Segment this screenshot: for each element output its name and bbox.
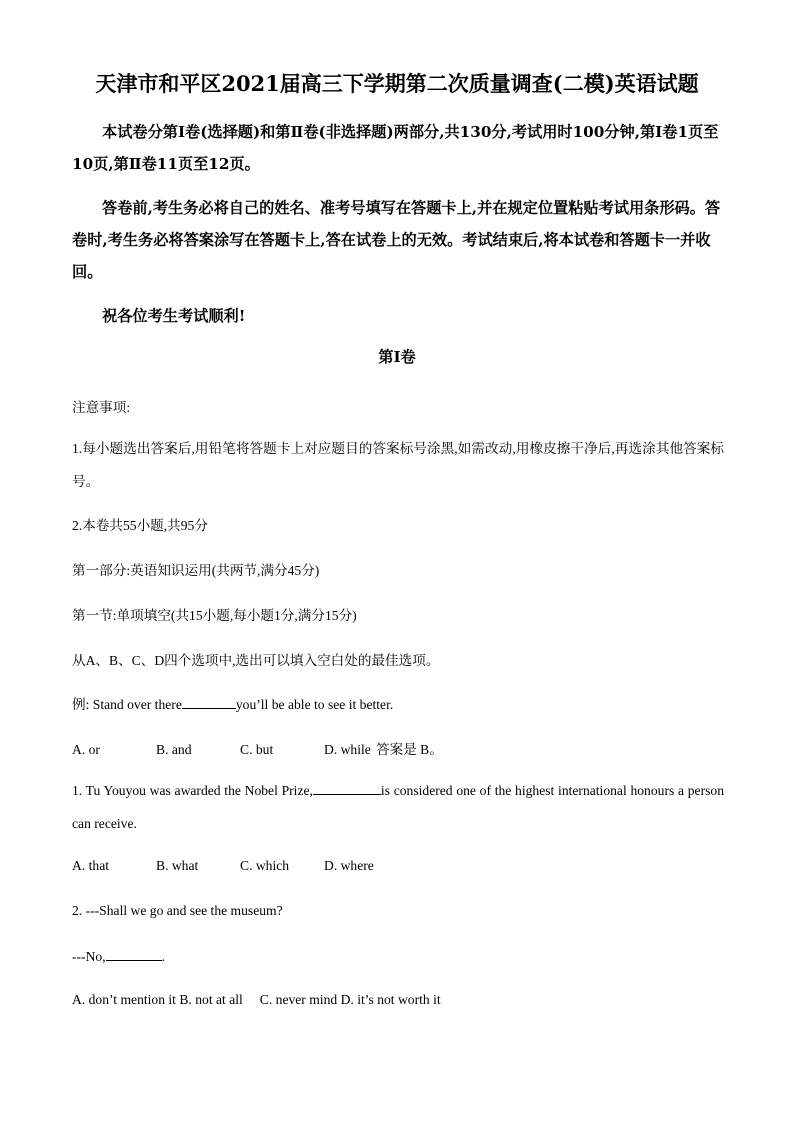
answer-blank — [182, 696, 236, 709]
example-option-a: A. or — [72, 742, 100, 757]
intro-wish: 祝各位考生考试顺利! — [102, 307, 246, 325]
question-1-option-a: A. that — [72, 858, 109, 873]
example-stem-before: 例: Stand over there — [72, 697, 182, 712]
question-2-options: A. don’t mention it B. not at all C. never mind D. it’s not worth it — [72, 992, 441, 1007]
example-option-d: D. while — [324, 742, 371, 757]
question-1-stem — [72, 774, 724, 840]
question-1-option-b: B. what — [156, 858, 199, 873]
example-option-c: C. but — [240, 742, 274, 757]
example-stem — [72, 693, 724, 713]
example-answer: 答案是 B。 — [376, 742, 443, 757]
answer-blank — [106, 948, 162, 961]
question-1-option-d: D. where — [324, 858, 374, 873]
question-2-line-2 — [72, 948, 724, 965]
example-option-b: B. and — [156, 742, 192, 757]
section-title: 第Ⅰ卷 — [378, 348, 416, 366]
question-2-stem-after: . — [161, 949, 165, 964]
intro-paragraph-2: 答卷前,考生务必将自己的姓名、准考号填写在答题卡上,并在规定位置粘贴考试用条形码。答卷时,考生务必将答案涂写在答题卡上,答在试卷上的无效。考试结束后,将本试卷和答题卡一并收回。 — [72, 199, 721, 281]
example-options — [72, 738, 724, 758]
question-1-stem-before: 1. Tu Youyou was awarded the Nobel Prize, — [72, 783, 313, 798]
question-1-stem-after: is considered one of the highest international honours a person can receive. — [72, 783, 724, 831]
question-2-line-1: 2. ---Shall we go and see the museum? — [72, 903, 283, 918]
instruction-text: 从A、B、C、D四个选项中,选出可以填入空白处的最佳选项。 — [72, 653, 440, 668]
question-1-option-c: C. which — [240, 858, 290, 873]
question-1-options — [72, 858, 724, 874]
note-2: 2.本卷共55小题,共95分 — [72, 518, 208, 533]
page-title: 天津市和平区2021届高三下学期第二次质量调查(二模)英语试题 — [95, 71, 699, 96]
note-1: 1.每小题选出答案后,用铅笔将答题卡上对应题目的答案标号涂黑,如需改动,用橡皮擦干净后,再选涂其他答案标号。 — [72, 441, 724, 489]
part-1-heading: 第一部分:英语知识运用(共两节,满分45分) — [72, 563, 320, 578]
example-stem-after: you’ll be able to see it better. — [235, 697, 394, 712]
intro-paragraph-1: 本试卷分第Ⅰ卷(选择题)和第Ⅱ卷(非选择题)两部分,共130分,考试用时100分钟,第Ⅰ卷1页至10页,第Ⅱ卷11页至12页。 — [72, 123, 719, 173]
question-2-stem-before: ---No, — [72, 949, 106, 964]
part-1-section-1-heading: 第一节:单项填空(共15小题,每小题1分,满分15分) — [72, 608, 357, 623]
answer-blank — [313, 782, 381, 795]
notes-label: 注意事项: — [72, 400, 131, 415]
